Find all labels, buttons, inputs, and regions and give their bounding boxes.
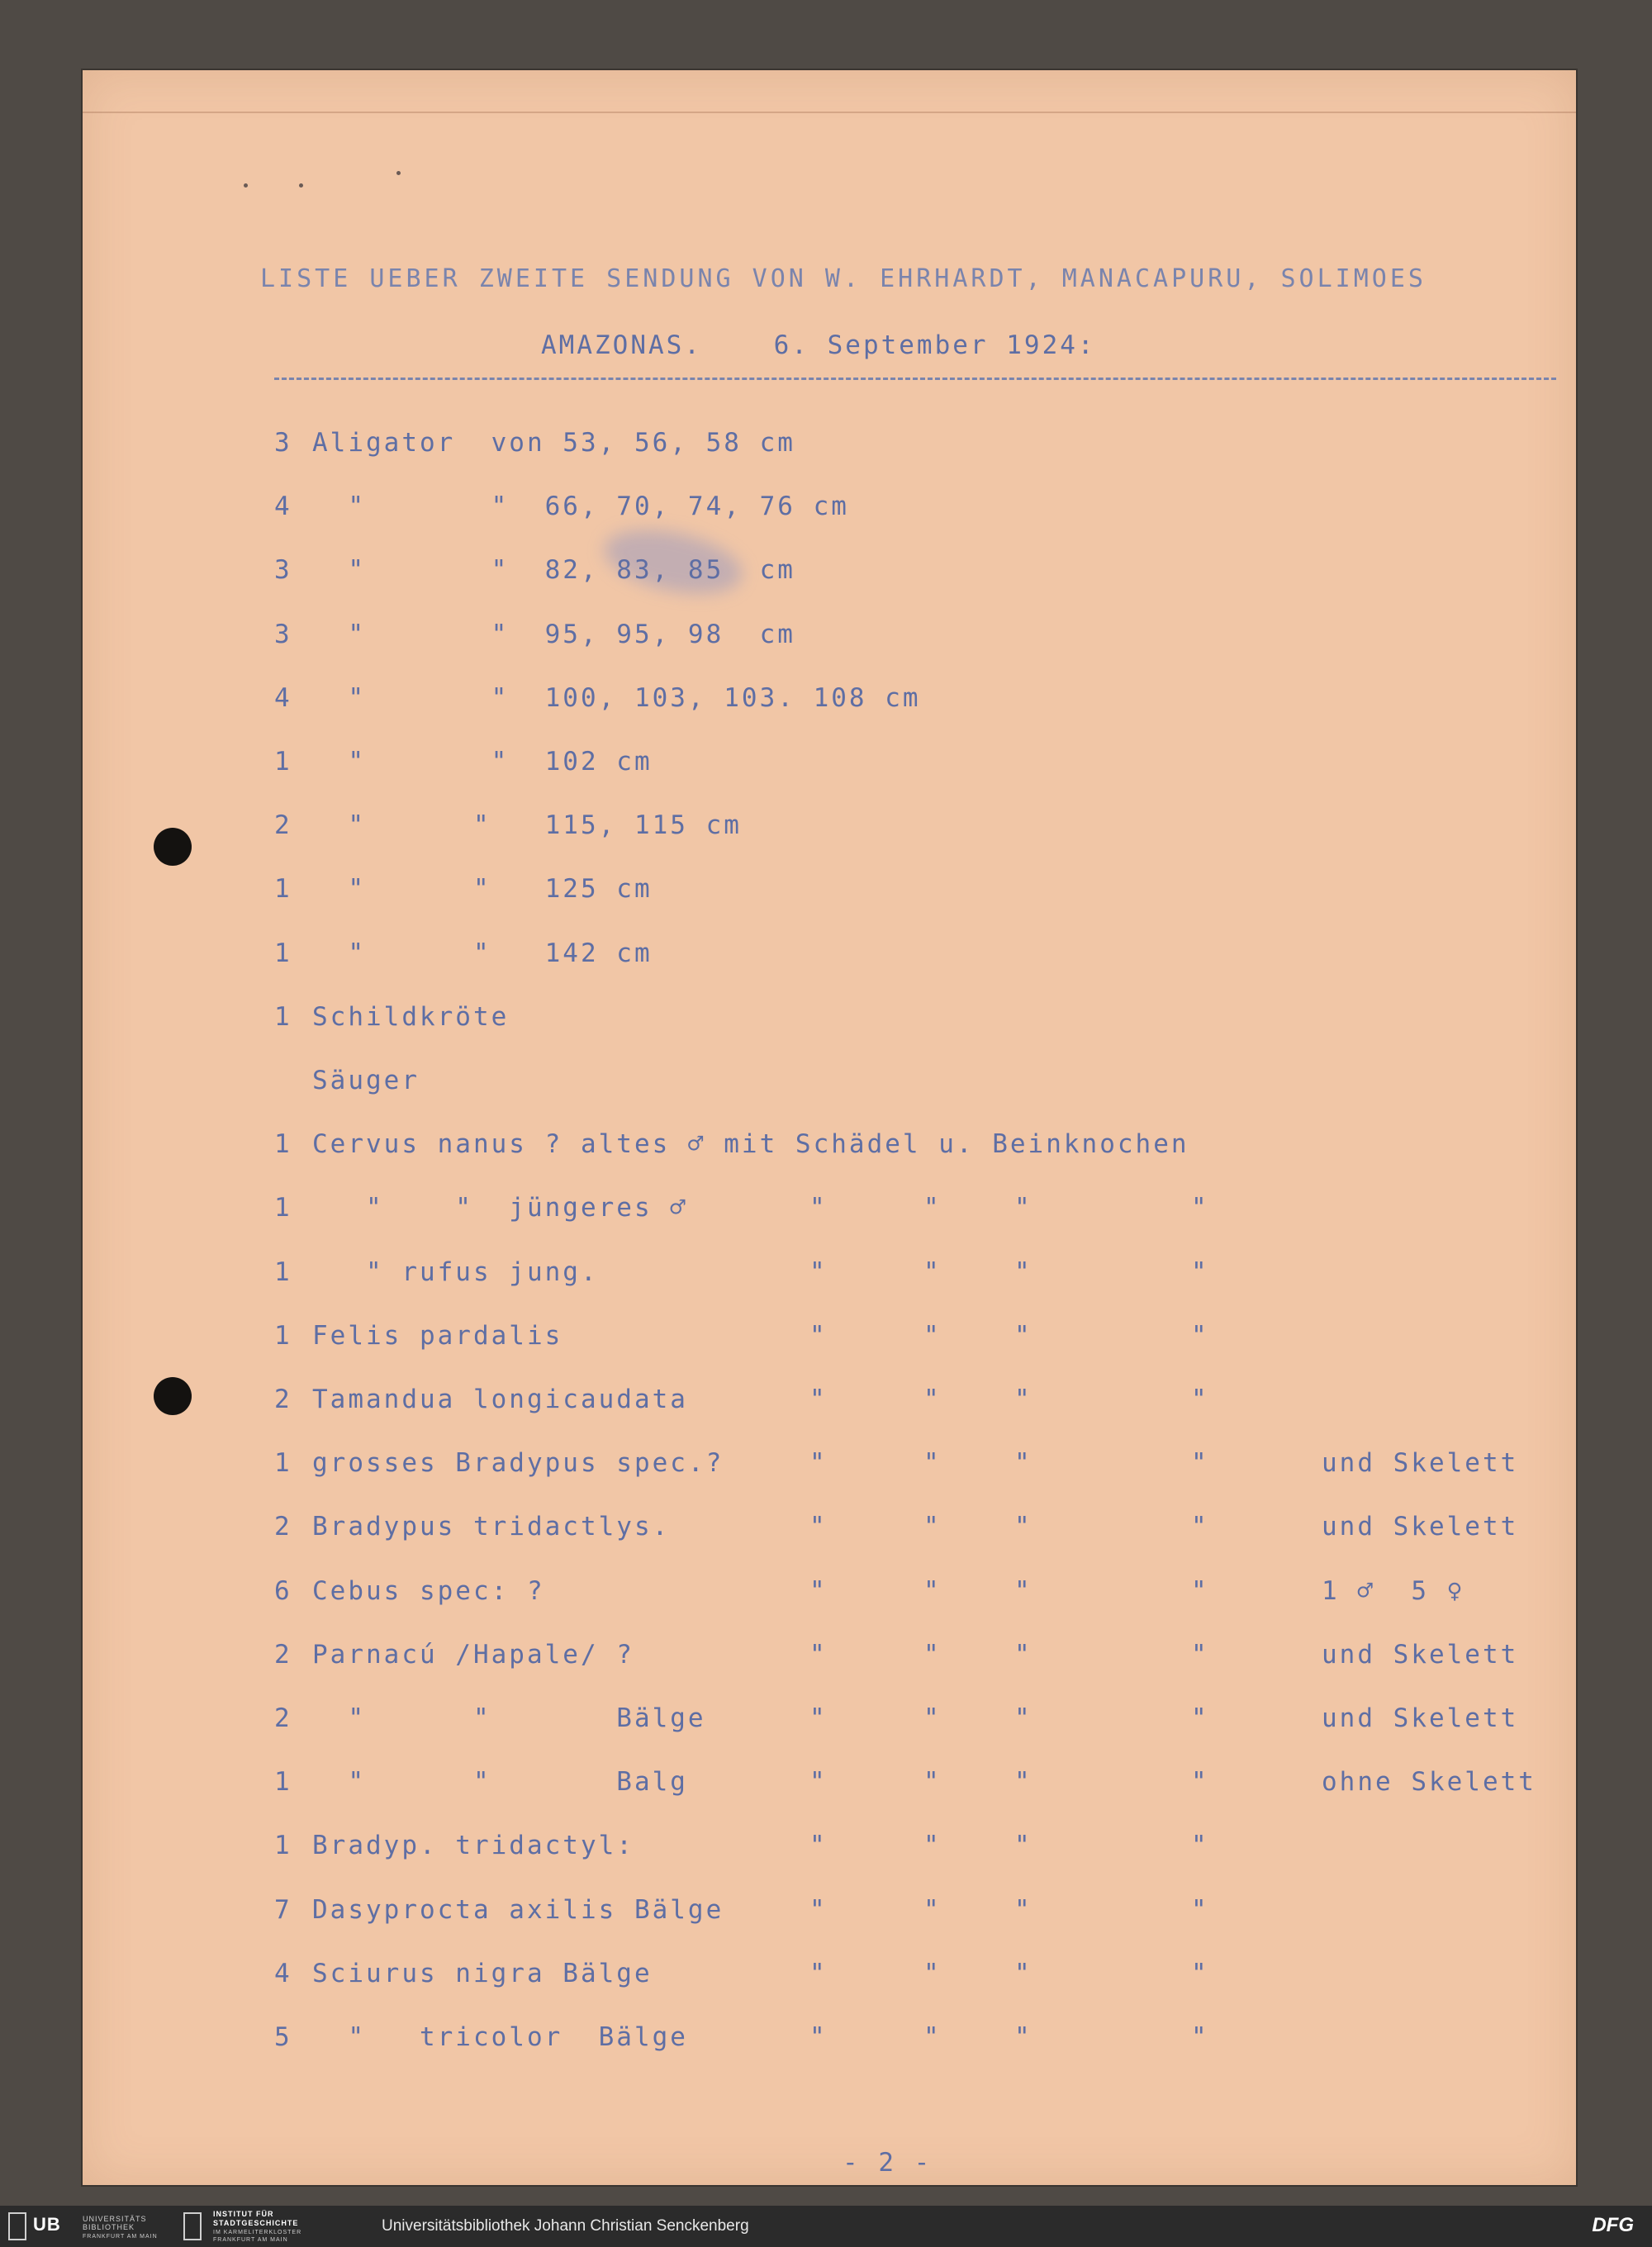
row-quantity: 6 [274, 1575, 292, 1606]
row-ditto-c3: " [1014, 1575, 1032, 1606]
row-description: Tamandua longicaudata [312, 1385, 688, 1414]
institute-line1: INSTITUT FÜR [213, 2210, 274, 2218]
row-description: " " 102 cm [312, 747, 653, 777]
row-ditto-c1: " [809, 1575, 828, 1606]
row-quantity: 4 [274, 492, 292, 522]
row-description: " " jüngeres ♂ [312, 1193, 688, 1223]
dfg-logo: DFG [1592, 2214, 1634, 2236]
list-row [83, 1321, 1576, 1354]
list-row [83, 747, 1576, 780]
row-ditto-c2: " [923, 2022, 942, 2052]
page-fold [83, 112, 1576, 113]
list-row [83, 620, 1576, 653]
row-ditto-c2: " [923, 1448, 942, 1479]
row-ditto-c4: " [1191, 1257, 1209, 1287]
row-quantity: 4 [274, 682, 292, 713]
row-description: " " Bälge [312, 1703, 706, 1733]
row-ditto-c2: " [923, 1320, 942, 1351]
row-ditto-c4: " [1191, 1703, 1209, 1733]
row-ditto-c2: " [923, 1512, 942, 1542]
row-quantity: 1 [274, 1767, 292, 1798]
list-row [83, 1385, 1576, 1418]
institute-line3: IM KARMELITERKLOSTER [213, 2230, 302, 2235]
row-ditto-c1: " [809, 1385, 828, 1414]
row-ditto-c2: " [923, 1385, 942, 1414]
row-note: und Skelett [1322, 1703, 1519, 1733]
row-ditto-c2: " [923, 1575, 942, 1606]
row-description: " " 115, 115 cm [312, 810, 742, 841]
list-row [83, 1767, 1576, 1800]
row-ditto-c3: " [1014, 1193, 1032, 1223]
row-quantity: 1 [274, 874, 292, 905]
row-quantity: 1 [274, 1193, 292, 1223]
row-ditto-c1: " [809, 1320, 828, 1351]
row-ditto-c4: " [1191, 1448, 1209, 1479]
row-description: Bradyp. tridactyl: [312, 1831, 634, 1861]
row-description: " " Balg [312, 1767, 688, 1798]
list-row [83, 1002, 1576, 1035]
row-ditto-c3: " [1014, 1639, 1032, 1670]
row-ditto-c2: " [923, 1831, 942, 1861]
row-description: " tricolor Bälge [312, 2022, 688, 2052]
row-ditto-c1: " [809, 1767, 828, 1798]
row-ditto-c3: " [1014, 1385, 1032, 1414]
row-quantity: 1 [274, 938, 292, 968]
row-quantity: 1 [274, 1831, 292, 1861]
row-quantity: 1 [274, 1257, 292, 1287]
row-description: Parnacú /Hapale/ ? [312, 1639, 634, 1670]
row-ditto-c4: " [1191, 1831, 1209, 1861]
paper-speck [244, 183, 248, 188]
row-ditto-c3: " [1014, 1703, 1032, 1733]
row-quantity: 7 [274, 1894, 292, 1925]
row-ditto-c3: " [1014, 1767, 1032, 1798]
institute-line2: STADTGESCHICHTE [213, 2219, 299, 2227]
row-ditto-c2: " [923, 1703, 942, 1733]
row-quantity: 1 [274, 1129, 292, 1160]
row-ditto-c1: " [809, 1257, 828, 1287]
row-quantity: 3 [274, 619, 292, 649]
page-number: - 2 - [843, 2148, 933, 2178]
list-row [83, 938, 1576, 971]
row-description: " rufus jung. [312, 1257, 599, 1287]
row-quantity: 2 [274, 1639, 292, 1670]
row-quantity: 4 [274, 1958, 292, 1988]
institute-line4: FRANKFURT AM MAIN [213, 2237, 288, 2243]
ub-icon [8, 2212, 26, 2240]
row-ditto-c3: " [1014, 2022, 1032, 2052]
row-ditto-c1: " [809, 1894, 828, 1925]
row-quantity: 2 [274, 1703, 292, 1733]
row-ditto-c3: " [1014, 1448, 1032, 1479]
row-description: Cebus spec: ? [312, 1575, 545, 1606]
row-ditto-c4: " [1191, 2022, 1209, 2052]
row-description: Dasyprocta axilis Bälge [312, 1894, 724, 1925]
row-description: " " 100, 103, 103. 108 cm [312, 682, 921, 713]
row-description: Sciurus nigra Bälge [312, 1958, 653, 1988]
row-ditto-c3: " [1014, 1894, 1032, 1925]
list-row [83, 555, 1576, 588]
row-description: Bradypus tridactlys. [312, 1512, 671, 1542]
row-ditto-c3: " [1014, 1831, 1032, 1861]
row-ditto-c4: " [1191, 1320, 1209, 1351]
list-row [83, 1576, 1576, 1609]
row-ditto-c4: " [1191, 1193, 1209, 1223]
row-description: " " 95, 95, 98 cm [312, 619, 795, 649]
row-quantity: 2 [274, 1512, 292, 1542]
row-quantity: 1 [274, 747, 292, 777]
row-quantity: 1 [274, 1448, 292, 1479]
row-note: und Skelett [1322, 1448, 1519, 1479]
row-ditto-c2: " [923, 1193, 942, 1223]
row-description: grosses Bradypus spec.? [312, 1448, 724, 1479]
row-ditto-c3: " [1014, 1958, 1032, 1988]
list-row [83, 428, 1576, 461]
row-description: Felis pardalis [312, 1320, 563, 1351]
row-quantity: 1 [274, 1001, 292, 1032]
row-ditto-c1: " [809, 1703, 828, 1733]
list-row [83, 1831, 1576, 1864]
row-ditto-c4: " [1191, 1894, 1209, 1925]
list-row [83, 1640, 1576, 1673]
ub-logo: UB [33, 2214, 61, 2235]
row-note: und Skelett [1322, 1639, 1519, 1670]
paper-speck [396, 171, 401, 175]
row-ditto-c2: " [923, 1257, 942, 1287]
row-description: " " 125 cm [312, 874, 653, 905]
ub-subtext: FRANKFURT AM MAIN [83, 2234, 158, 2240]
row-ditto-c3: " [1014, 1257, 1032, 1287]
row-ditto-c2: " [923, 1639, 942, 1670]
list-row [83, 810, 1576, 843]
row-ditto-c4: " [1191, 1767, 1209, 1798]
document-page [83, 70, 1576, 2185]
library-name: Universitätsbibliothek Johann Christian Senckenberg [382, 2217, 749, 2235]
list-row [83, 683, 1576, 716]
row-note: 1 ♂ 5 ♀ [1322, 1575, 1465, 1606]
list-row [83, 1703, 1576, 1736]
row-ditto-c4: " [1191, 1639, 1209, 1670]
row-ditto-c1: " [809, 1512, 828, 1542]
row-ditto-c4: " [1191, 1512, 1209, 1542]
row-ditto-c2: " [923, 1894, 942, 1925]
list-row [83, 874, 1576, 907]
row-note: und Skelett [1322, 1512, 1519, 1542]
row-ditto-c1: " [809, 1193, 828, 1223]
row-description: " " 82, 83, 85 cm [312, 555, 795, 586]
list-row [83, 1959, 1576, 1992]
row-ditto-c1: " [809, 1448, 828, 1479]
row-ditto-c2: " [923, 1767, 942, 1798]
row-ditto-c4: " [1191, 1958, 1209, 1988]
list-row [83, 1448, 1576, 1481]
row-quantity: 2 [274, 1385, 292, 1414]
row-description: " " 66, 70, 74, 76 cm [312, 492, 849, 522]
row-quantity: 3 [274, 555, 292, 586]
row-ditto-c1: " [809, 1639, 828, 1670]
institute-icon [183, 2212, 202, 2240]
document-subtitle: AMAZONAS. 6. September 1924: [541, 330, 1096, 360]
ub-text: UNIVERSITÄTS BIBLIOTHEK [83, 2215, 147, 2231]
list-row [83, 492, 1576, 525]
row-description: Aligator von 53, 56, 58 cm [312, 428, 795, 458]
row-description: Säuger [312, 1066, 420, 1095]
row-quantity: 3 [274, 428, 292, 458]
row-quantity: 2 [274, 810, 292, 841]
row-description: Cervus nanus ? altes ♂ mit Schädel u. Beinknochen [312, 1129, 1189, 1160]
row-quantity: 1 [274, 1320, 292, 1351]
list-row [83, 1257, 1576, 1290]
row-ditto-c2: " [923, 1958, 942, 1988]
row-ditto-c3: " [1014, 1512, 1032, 1542]
list-row [83, 1895, 1576, 1928]
paper-speck [299, 183, 303, 188]
row-ditto-c4: " [1191, 1575, 1209, 1606]
list-row [83, 1512, 1576, 1545]
list-row [83, 1066, 1576, 1099]
row-note: ohne Skelett [1322, 1767, 1536, 1798]
row-quantity: 5 [274, 2022, 292, 2052]
row-ditto-c4: " [1191, 1385, 1209, 1414]
footer-bar [0, 2206, 1652, 2247]
row-ditto-c1: " [809, 1958, 828, 1988]
list-row [83, 1129, 1576, 1162]
title-underline [274, 378, 1556, 380]
row-description: Schildkröte [312, 1001, 510, 1032]
list-row [83, 2022, 1576, 2055]
row-ditto-c1: " [809, 1831, 828, 1861]
row-description: " " 142 cm [312, 938, 653, 968]
document-title: LISTE UEBER ZWEITE SENDUNG VON W. EHRHARDT, MANACAPURU, SOLIMOES [260, 264, 1427, 293]
row-ditto-c3: " [1014, 1320, 1032, 1351]
list-row [83, 1193, 1576, 1226]
row-ditto-c1: " [809, 2022, 828, 2052]
